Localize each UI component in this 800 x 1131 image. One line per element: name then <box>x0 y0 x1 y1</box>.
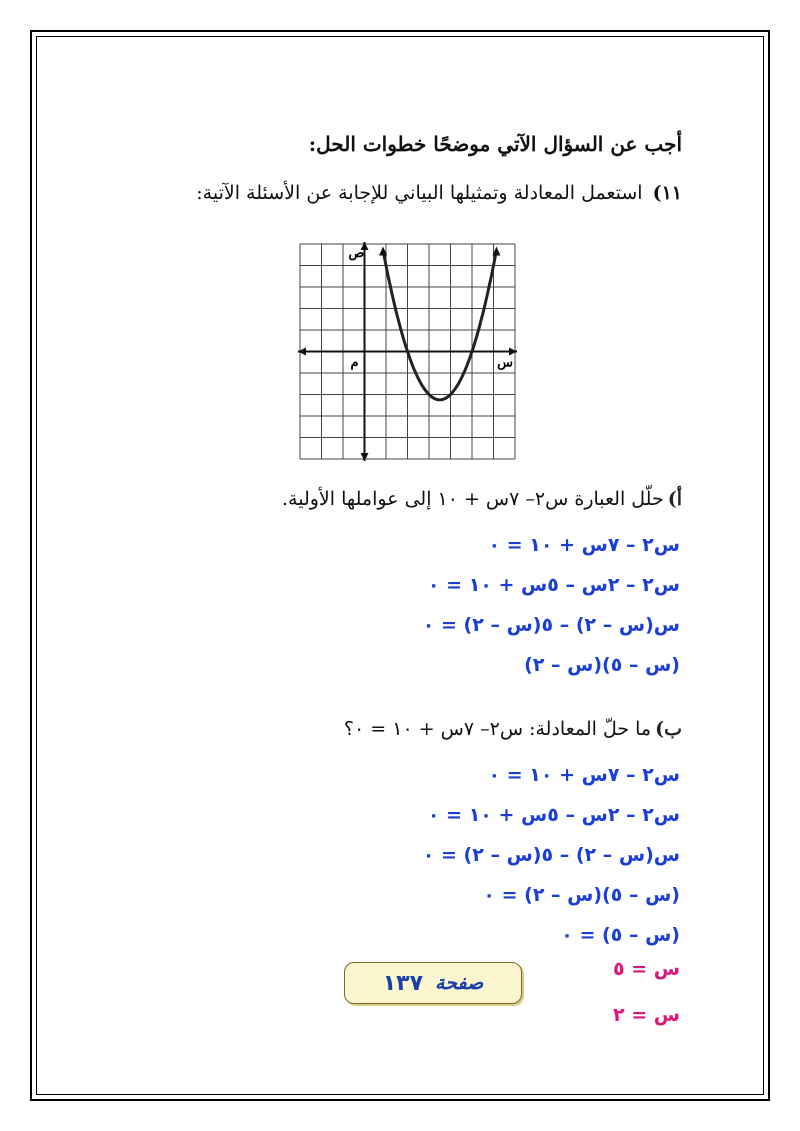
instruction-text: أجب عن السؤال الآتي موضحًا خطوات الحل: <box>308 132 682 156</box>
parabola-curve <box>383 251 496 400</box>
question-11 <box>196 182 682 204</box>
part-b-step-5: (س – ٥) = ٠ <box>561 924 680 946</box>
part-a-label: أ) <box>667 488 682 510</box>
page-word: صفحة <box>435 972 484 994</box>
answer-x-2: س = ٢ <box>613 1004 680 1026</box>
parabola-graph <box>296 240 520 472</box>
part-b-step-3: س(س – ٢) – ٥(س – ٢) = ٠ <box>422 844 680 866</box>
part-a-text: حلّل العبارة س٢– ٧س + ١٠ إلى عواملها الأولية. <box>282 488 664 510</box>
page-number: ١٣٧ <box>382 970 424 996</box>
part-a-step-1: س٢ – ٧س + ١٠ = ٠ <box>488 534 680 556</box>
x-axis-arrow-right <box>509 348 517 356</box>
part-b-step-2: س٢ – ٢س – ٥س + ١٠ = ٠ <box>427 804 680 826</box>
x-axis-arrow-left <box>298 348 306 356</box>
y-axis-arrow-bottom <box>361 453 369 461</box>
part-a-prompt <box>282 488 682 510</box>
part-a-step-2: س٢ – ٢س – ٥س + ١٠ = ٠ <box>427 574 680 596</box>
x-axis-label: س <box>497 355 513 371</box>
question-number: ١١) <box>652 182 682 204</box>
curve-arrows <box>379 246 500 255</box>
part-b-prompt <box>344 718 682 740</box>
answer-x-5: س = ٥ <box>613 958 680 980</box>
part-a-step-4: (س – ٥)(س – ٢) <box>524 654 680 676</box>
origin-label: م <box>350 355 359 371</box>
question-text: استعمل المعادلة وتمثيلها البياني للإجابة عن الأسئلة الآتية: <box>196 182 643 204</box>
page-number-badge <box>344 962 522 1004</box>
part-b-label: ب) <box>655 718 682 740</box>
part-b-step-4: (س – ٥)(س – ٢) = ٠ <box>483 884 680 906</box>
y-axis-label: ص <box>348 246 365 261</box>
part-b-step-1: س٢ – ٧س + ١٠ = ٠ <box>488 764 680 786</box>
part-a-step-3: س(س – ٢) – ٥(س – ٢) = ٠ <box>422 614 680 636</box>
part-b-text: ما حلّ المعادلة: س٢– ٧س + ١٠ = ٠؟ <box>343 718 652 740</box>
